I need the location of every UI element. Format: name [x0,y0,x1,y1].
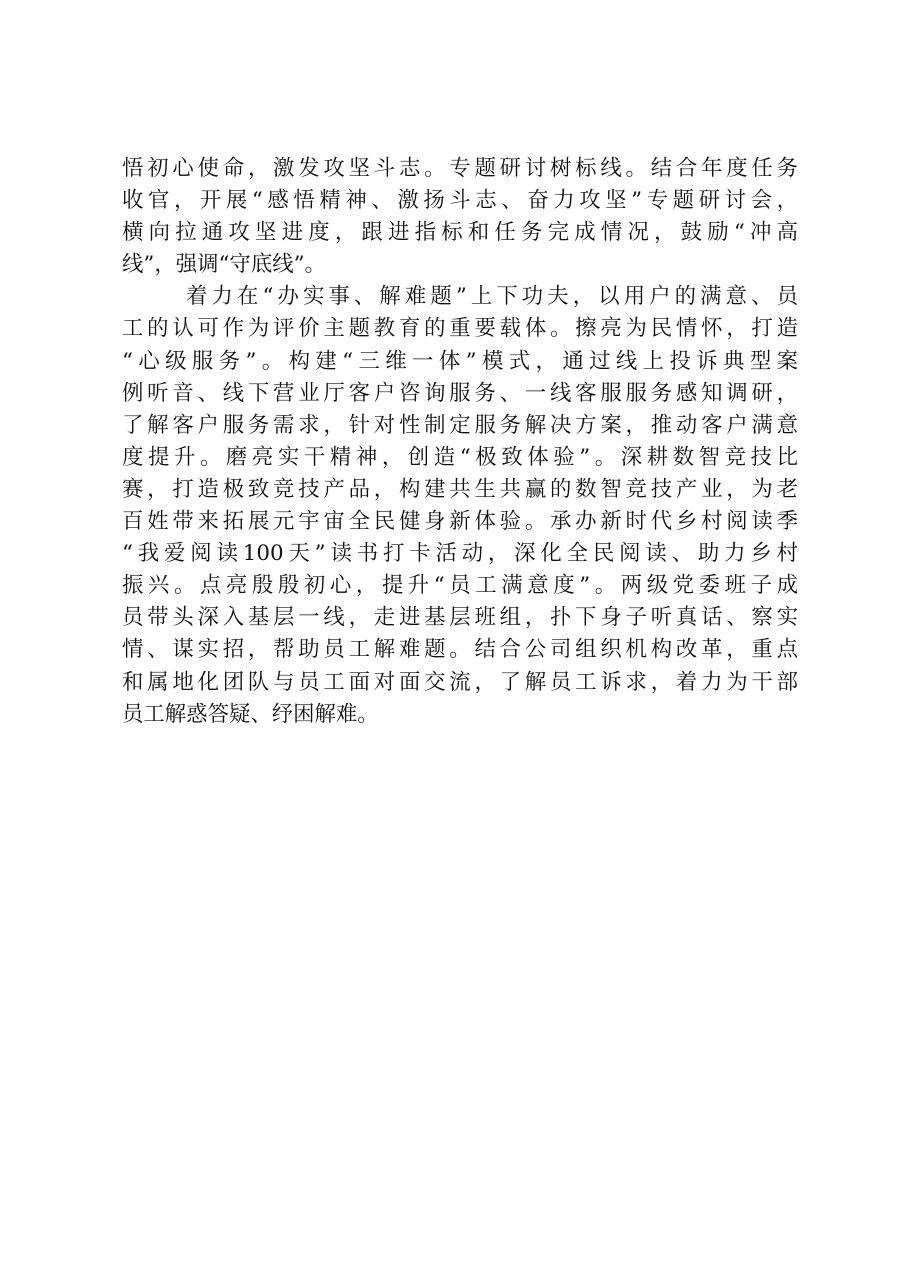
text-line: 工的认可作为评价主题教育的重要载体。擦亮为民情怀，打造 [122,316,798,342]
text-line: “我爱阅读100天”读书打卡活动，深化全民阅读、助力乡村 [122,541,798,567]
text-line: 员带头深入基层一线，走进基层班组，扑下身子听真话、察实 [122,605,798,631]
paragraph-1 [122,153,798,281]
text-line: 线”，强调“守底线”。 [122,252,326,278]
text-line: 悟初心使命，激发攻坚斗志。专题研讨树标线。结合年度任务 [122,156,798,181]
text-line: 赛，打造极致竞技产品，构建共生共赢的数智竞技产业，为老 [122,476,798,502]
text-line: 情、谋实招，帮助员工解难题。结合公司组织机构改革，重点 [122,637,798,663]
text-line: 振兴。点亮殷殷初心，提升“员工满意度”。两级党委班子成 [122,573,798,599]
text-line: 和属地化团队与员工面对面交流，了解员工诉求，着力为干部 [122,669,798,695]
text-line: “心级服务”。构建“三维一体”模式，通过线上投诉典型案 [122,348,798,374]
text-line: 了解客户服务需求，针对性制定服务解决方案，推动客户满意 [122,412,798,438]
text-line: 度提升。磨亮实干精神，创造“极致体验”。深耕数智竞技比 [122,444,798,470]
text-line: 横向拉通攻坚进度，跟进指标和任务完成情况，鼓励“冲高 [122,220,798,246]
text-line: 收官，开展“感悟精神、激扬斗志、奋力攻坚”专题研讨会， [122,188,798,214]
text-line: 员工解惑答疑、纾困解难。 [122,701,379,727]
text-line: 例听音、线下营业厅客户咨询服务、一线客服服务感知调研， [122,380,798,406]
document-body [122,153,798,731]
text-line: 着力在“办实事、解难题”上下功夫，以用户的满意、员 [186,284,798,310]
paragraph-2 [122,281,798,730]
text-line: 百姓带来拓展元宇宙全民健身新体验。承办新时代乡村阅读季 [122,509,798,535]
